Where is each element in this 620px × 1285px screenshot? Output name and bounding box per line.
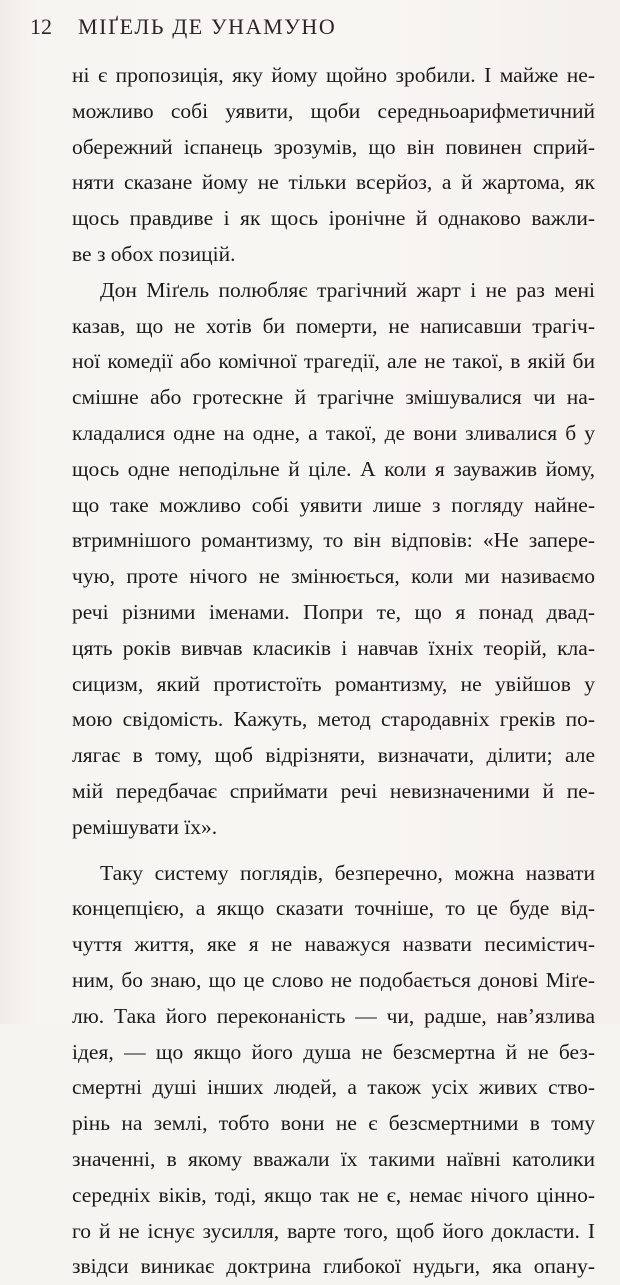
text-line: казав, що не хотів би померти, не написавши трагіч- bbox=[72, 313, 595, 338]
text-line: Дон Міґель полюбляє трагічний жарт і не раз мені bbox=[100, 277, 595, 302]
text-line: ідея, — що якщо його душа не безсмертна й не без- bbox=[72, 1039, 595, 1064]
text-line: мою свідомість. Кажуть, метод стародавніх греків по- bbox=[72, 707, 595, 732]
text-line: рінь на землі, тобто вони не є безсмертними в тому bbox=[72, 1111, 595, 1136]
text-line: середніх віків, тоді, якщо так не є, немає нічого цінно- bbox=[72, 1182, 595, 1207]
text-line: го й не існує зусилля, варте того, щоб його докласти. І bbox=[72, 1218, 595, 1243]
paragraph bbox=[72, 856, 595, 1285]
text-line: мій передбачає сприймати речі невизначеними й пе- bbox=[72, 778, 595, 803]
text-line: втримнішого романтизму, то він відповів: «Не запере- bbox=[72, 528, 595, 553]
text-line: цять років вивчав класиків і навчав їхніх теорій, кла- bbox=[72, 635, 595, 660]
text-line: лю. Така його переконаність — чи, радше, нав’язлива bbox=[72, 1003, 595, 1028]
paragraph-gap bbox=[72, 846, 595, 856]
text-line: ремішувати їх». bbox=[72, 814, 218, 839]
text-line: ним, бо знаю, що це слово не подобається донові Міґе- bbox=[72, 967, 595, 992]
page-number: 12 bbox=[30, 14, 52, 39]
text-line: обережний іспанець зрозумів, що він повинен сприй- bbox=[72, 134, 595, 159]
paragraph bbox=[72, 58, 595, 273]
text-line: що таке можливо собі уявити лише з погляду найне- bbox=[72, 492, 595, 517]
text-line: концепцією, а якщо сказати точніше, то це буде від- bbox=[72, 896, 595, 921]
text-line: кладалися одне на одне, а такої, де вони зливалися б у bbox=[72, 420, 595, 445]
text-line: ні є пропозиція, яку йому щойно зробили. І майже не- bbox=[72, 63, 595, 87]
text-line: ве з обох позицій. bbox=[72, 241, 236, 266]
page-header bbox=[30, 14, 336, 44]
text-line: щось одне неподільне й ціле. А коли я зауважив йому, bbox=[72, 456, 595, 481]
body-text bbox=[72, 58, 595, 1285]
text-line: щось правдиве і як щось іронічне й однаково важли- bbox=[72, 206, 595, 231]
text-line: речі різними іменами. Попри те, що я понад двад- bbox=[72, 599, 595, 624]
text-line: няти сказане йому не тільки всерйоз, а й жартома, як bbox=[72, 170, 595, 195]
text-line: сицизм, який протистоїть романтизму, не увійшов у bbox=[72, 671, 595, 696]
text-line: смертні душі інших людей, а також усіх живих ство- bbox=[72, 1075, 595, 1100]
text-line: чую, проте нічого не змінюється, коли ми називаємо bbox=[72, 564, 595, 589]
text-line: значенні, в якому вважали їх такими наївні католики bbox=[72, 1146, 595, 1171]
text-line: ної комедії або комічної трагедії, але не такої, в якій би bbox=[72, 349, 595, 374]
text-line: лягає в тому, щоб відрізняти, визначати, ділити; але bbox=[72, 743, 595, 768]
text-line: звідси виникає доктрина глибокої нудьги, яка опану- bbox=[72, 1254, 595, 1279]
paragraph bbox=[72, 273, 595, 846]
running-title: МІҐЕЛЬ ДЕ УНАМУНО bbox=[78, 14, 337, 39]
text-line: чуття життя, яке я не наважуся назвати песимістич- bbox=[72, 932, 595, 957]
text-line: можливо собі уявити, щоби середньоарифметичний bbox=[72, 98, 595, 123]
text-line: смішне або гротескне й трагічне змішувалися чи на- bbox=[72, 385, 595, 410]
text-line: Таку систему поглядів, безперечно, можна назвати bbox=[100, 860, 595, 885]
